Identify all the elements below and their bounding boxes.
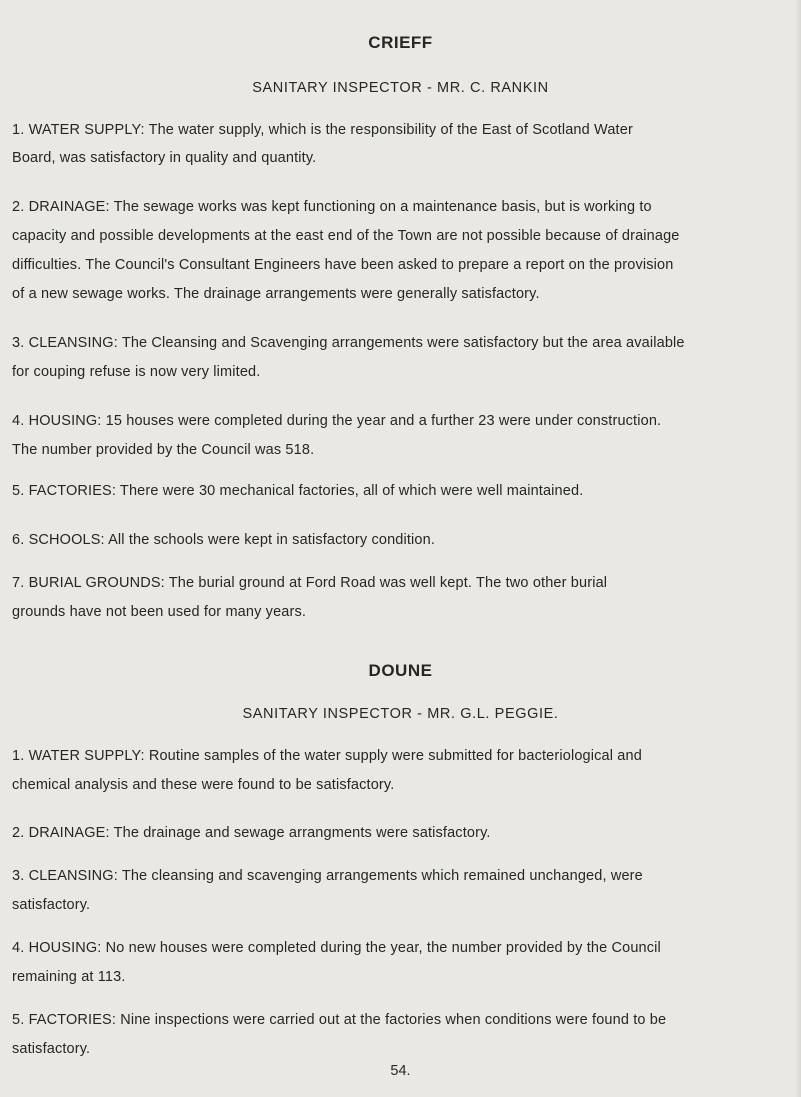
page-edge-shadow — [795, 0, 801, 1097]
doune-drainage-line-1: 2. DRAINAGE: The drainage and sewage arrangments were satisfactory. — [12, 825, 491, 841]
page-number: 54. — [390, 1063, 411, 1079]
crieff-cleansing-line-1: 3. CLEANSING: The Cleansing and Scavenging arrangements were satisfactory but the area available — [12, 335, 685, 351]
crieff-drainage-line-4: of a new sewage works. The drainage arrangements were generally satisfactory. — [12, 286, 540, 302]
doune-housing-line-1: 4. HOUSING: No new houses were completed during the year, the number provided by the Council — [12, 940, 661, 956]
section-heading-doune: DOUNE — [368, 661, 433, 680]
inspector-line-doune: SANITARY INSPECTOR - MR. G.L. PEGGIE. — [242, 706, 559, 722]
doune-cleansing-line-2: satisfactory. — [12, 897, 91, 913]
doune-factories-line-1: 5. FACTORIES: Nine inspections were carried out at the factories when conditions were found to be — [12, 1012, 667, 1028]
crieff-housing-line-1: 4. HOUSING: 15 houses were completed during the year and a further 23 were under construction. — [12, 413, 662, 429]
doune-cleansing-line-1: 3. CLEANSING: The cleansing and scavenging arrangements which remained unchanged, were — [12, 868, 643, 884]
crieff-drainage-line-2: capacity and possible developments at the east end of the Town are not possible because of drainage — [12, 228, 680, 244]
crieff-water-supply-line-1: 1. WATER SUPPLY: The water supply, which is the responsibility of the East of Scotland Water — [12, 122, 633, 138]
crieff-factories-line-1: 5. FACTORIES: There were 30 mechanical factories, all of which were well maintained. — [12, 483, 584, 499]
crieff-burial-grounds-line-1: 7. BURIAL GROUNDS: The burial ground at Ford Road was well kept. The two other burial — [12, 575, 608, 591]
crieff-drainage-line-1: 2. DRAINAGE: The sewage works was kept functioning on a maintenance basis, but is working to — [12, 199, 652, 215]
doune-factories-line-2: satisfactory. — [12, 1041, 91, 1057]
inspector-line-crieff: SANITARY INSPECTOR - MR. C. RANKIN — [252, 80, 549, 96]
doune-water-supply-line-1: 1. WATER SUPPLY: Routine samples of the water supply were submitted for bacteriological and — [12, 748, 642, 764]
crieff-schools-line-1: 6. SCHOOLS: All the schools were kept in satisfactory condition. — [12, 532, 436, 548]
doune-housing-line-2: remaining at 113. — [12, 969, 126, 985]
crieff-drainage-line-3: difficulties. The Council's Consultant Engineers have been asked to prepare a report on the provision — [12, 257, 674, 273]
crieff-water-supply-line-2: Board, was satisfactory in quality and quantity. — [12, 150, 317, 166]
crieff-housing-line-2: The number provided by the Council was 518. — [12, 442, 315, 458]
crieff-cleansing-line-2: for couping refuse is now very limited. — [12, 364, 261, 380]
doune-water-supply-line-2: chemical analysis and these were found to be satisfactory. — [12, 777, 395, 793]
section-heading-crieff: CRIEFF — [368, 33, 433, 52]
crieff-burial-grounds-line-2: grounds have not been used for many years. — [12, 604, 307, 620]
